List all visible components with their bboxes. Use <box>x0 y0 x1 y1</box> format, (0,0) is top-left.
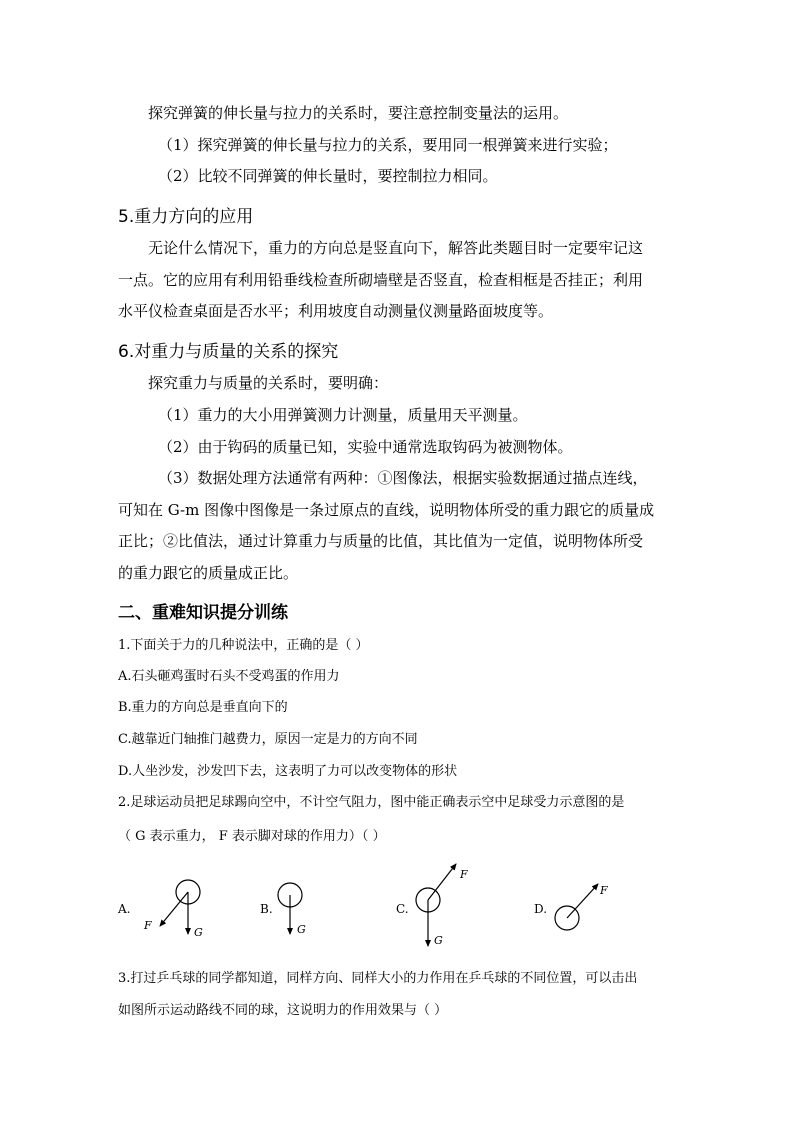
question-1: 1.下面关于力的几种说法中，正确的是（ ） <box>118 638 369 653</box>
part-2-heading: 二、重难知识提分训练 <box>118 603 288 623</box>
option-c-g-label: G <box>434 934 443 947</box>
question-1-option-c: C.越靠近门轴推门越费力，原因一定是力的方向不同 <box>118 732 418 747</box>
question-3-line-1: 3.打过乒乓球的同学都知道，同样方向、同样大小的力作用在乒乓球的不同位置，可以击出 <box>118 971 638 986</box>
question-3-line-2: 如图所示运动路线不同的球，这说明力的作用效果与（ ） <box>118 1003 448 1018</box>
section-6-intro: 探究重力与质量的关系时，要明确： <box>148 374 389 392</box>
section-6-point-3: （3）数据处理方法通常有两种：①图像法，根据实验数据通过描点连线， <box>158 469 648 487</box>
option-c-label: C. <box>396 902 409 916</box>
section-5-para-line-1: 无论什么情况下，重力的方向总是竖直向下，解答此类题目时一定要牢记这 <box>148 239 644 257</box>
option-a-force-arrow <box>160 892 188 926</box>
option-c-force-arrow <box>428 864 456 900</box>
option-a-label: A. <box>118 902 131 916</box>
option-d-f-label: F <box>600 884 608 897</box>
force-diagram-options <box>110 860 670 950</box>
section-6-point-3-cont-3: 的重力跟它的质量成正比。 <box>118 564 299 582</box>
section-5-para-line-3: 水平仪检查桌面是否水平；利用坡度自动测量仪测量路面坡度等。 <box>118 302 554 320</box>
question-2-line-2: （ G 表示重力， F 表示脚对球的作用力）（ ） <box>118 829 386 844</box>
option-b-label: B. <box>260 902 273 916</box>
section-6-point-3-cont-1: 可知在 G-m 图像中图像是一条过原点的直线，说明物体所受的重力跟它的质量成 <box>118 501 655 519</box>
section-5-para-line-2: 一点。它的应用有利用铅垂线检查所砌墙壁是否竖直，检查相框是否挂正；利用 <box>118 271 644 289</box>
option-c-f-label: F <box>460 868 468 881</box>
section-6-point-1: （1）重力的大小用弹簧测力计测量，质量用天平测量。 <box>158 406 528 424</box>
option-a-g-label: G <box>194 926 203 939</box>
force-diagrams-svg <box>110 860 670 950</box>
question-1-option-a: A.石头砸鸡蛋时石头不受鸡蛋的作用力 <box>118 669 340 684</box>
option-d-label: D. <box>534 902 548 916</box>
option-a-f-label: F <box>144 919 152 932</box>
question-2-line-1: 2.足球运动员把足球踢向空中，不计空气阻力，图中能正确表示空中足球受力示意图的是 <box>118 795 625 810</box>
question-1-option-b: B.重力的方向总是垂直向下的 <box>118 700 288 715</box>
section-5-heading: 5.重力方向的应用 <box>118 207 254 227</box>
option-b-g-label: G <box>297 923 306 936</box>
section-6-point-2: （2）由于钩码的质量已知，实验中通常选取钩码为被测物体。 <box>158 438 573 456</box>
intro-line: 探究弹簧的伸长量与拉力的关系时，要注意控制变量法的运用。 <box>148 104 569 122</box>
section-6-heading: 6.对重力与质量的关系的探究 <box>118 342 339 362</box>
option-d-force-arrow <box>567 884 598 918</box>
section-6-point-3-cont-2: 正比；②比值法，通过计算重力与质量的比值，其比值为一定值，说明物体所受 <box>118 532 644 550</box>
point-2: （2）比较不同弹簧的伸长量时，要控制拉力相同。 <box>158 167 498 185</box>
question-1-option-d: D.人坐沙发，沙发凹下去，这表明了力可以改变物体的形状 <box>118 764 458 779</box>
point-1: （1）探究弹簧的伸长量与拉力的关系，要用同一根弹簧来进行实验； <box>158 136 618 154</box>
